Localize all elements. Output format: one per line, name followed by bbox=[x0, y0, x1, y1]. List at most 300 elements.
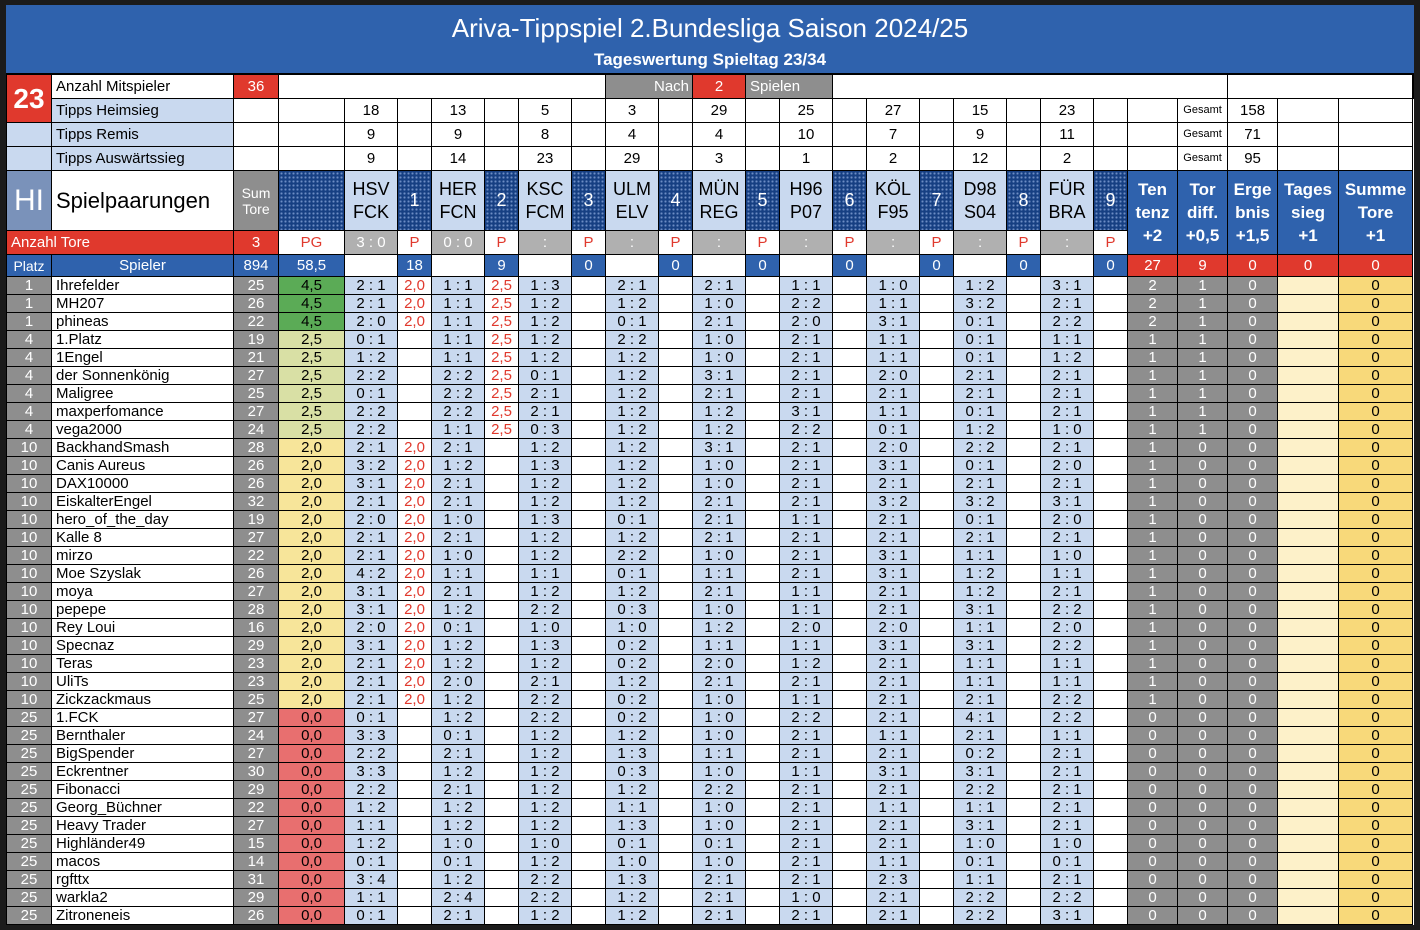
hatch-cell bbox=[279, 171, 345, 231]
player-points bbox=[485, 835, 519, 853]
player-tip: 3 : 1 bbox=[693, 439, 746, 457]
bonus-tagessieg bbox=[1278, 277, 1339, 295]
player-tip: 3 : 1 bbox=[954, 817, 1007, 835]
player-points bbox=[398, 385, 432, 403]
table-row bbox=[7, 889, 1414, 907]
player-points bbox=[572, 619, 606, 637]
empty bbox=[485, 123, 519, 147]
bonus-summe-tore: 0 bbox=[1339, 745, 1413, 763]
player-points bbox=[398, 421, 432, 439]
bonus-tordiff: 1 bbox=[1178, 385, 1228, 403]
bonus-tordiff: 0 bbox=[1178, 619, 1228, 637]
player-tip: 1 : 1 bbox=[780, 691, 833, 709]
player-rank: 25 bbox=[7, 781, 52, 799]
player-points bbox=[833, 385, 867, 403]
bonus-ergebnis: 0 bbox=[1228, 655, 1278, 673]
bonus-summe-tore: 0 bbox=[1339, 673, 1413, 691]
match-number bbox=[920, 171, 954, 231]
player-points bbox=[1094, 637, 1128, 655]
player-points bbox=[485, 439, 519, 457]
player-sum: 14 bbox=[234, 853, 279, 871]
player-points bbox=[833, 781, 867, 799]
player-tip: 2 : 1 bbox=[432, 781, 485, 799]
player-points bbox=[659, 349, 693, 367]
player-sum: 29 bbox=[234, 889, 279, 907]
bonus-ergebnis: 0 bbox=[1228, 403, 1278, 421]
player-points bbox=[920, 475, 954, 493]
player-pg: 2,0 bbox=[279, 547, 345, 565]
player-points bbox=[1094, 907, 1128, 925]
player-rank: 25 bbox=[7, 709, 52, 727]
player-points: 2,5 bbox=[485, 403, 519, 421]
player-tip: 3 : 1 bbox=[780, 403, 833, 421]
spielen-label: Spielen bbox=[746, 75, 833, 99]
gesamt-value: 158 bbox=[1228, 99, 1278, 123]
table-row bbox=[7, 673, 1414, 691]
player-pg: 0,0 bbox=[279, 727, 345, 745]
match-number bbox=[1007, 171, 1041, 231]
player-points bbox=[920, 817, 954, 835]
player-points bbox=[572, 601, 606, 619]
player-tip: 2 : 1 bbox=[1041, 529, 1094, 547]
player-points bbox=[833, 277, 867, 295]
table-row bbox=[7, 313, 1414, 331]
player-points bbox=[572, 421, 606, 439]
bonus-tagessieg bbox=[1278, 781, 1339, 799]
player-tip: 1 : 1 bbox=[693, 565, 746, 583]
player-name: Georg_Büchner bbox=[52, 799, 234, 817]
player-points bbox=[572, 475, 606, 493]
player-points bbox=[572, 889, 606, 907]
player-points bbox=[920, 421, 954, 439]
away-team: P07 bbox=[790, 201, 823, 222]
player-points bbox=[746, 835, 780, 853]
player-tip: 2 : 1 bbox=[432, 907, 485, 925]
player-sum: 23 bbox=[234, 673, 279, 691]
tipp-count: 25 bbox=[780, 99, 833, 123]
bonus-summe-tore: 0 bbox=[1339, 727, 1413, 745]
player-points bbox=[659, 673, 693, 691]
player-tip: 2 : 2 bbox=[1041, 637, 1094, 655]
player-tip: 2 : 1 bbox=[345, 547, 398, 565]
player-sum: 31 bbox=[234, 871, 279, 889]
p-label: P bbox=[1007, 231, 1041, 255]
bonus-tagessieg bbox=[1278, 601, 1339, 619]
bonus-tendenz: 0 bbox=[1128, 709, 1178, 727]
player-tip: 2 : 1 bbox=[345, 439, 398, 457]
player-points bbox=[1094, 493, 1128, 511]
match-pairing bbox=[606, 171, 659, 231]
empty bbox=[1007, 123, 1041, 147]
player-points bbox=[659, 475, 693, 493]
player-points bbox=[485, 781, 519, 799]
player-tip: 2 : 2 bbox=[954, 889, 1007, 907]
match-result: 3 : 0 bbox=[345, 231, 398, 255]
player-tip: 2 : 2 bbox=[345, 781, 398, 799]
platz-header: Platz bbox=[7, 255, 52, 277]
player-points bbox=[1094, 583, 1128, 601]
bonus-l1: Summe bbox=[1344, 180, 1407, 199]
player-points bbox=[659, 439, 693, 457]
player-name: Rey Loui bbox=[52, 619, 234, 637]
player-name: Kalle 8 bbox=[52, 529, 234, 547]
bonus-tagessieg bbox=[1278, 583, 1339, 601]
player-points bbox=[746, 439, 780, 457]
player-points bbox=[920, 601, 954, 619]
player-tip: 1 : 2 bbox=[519, 907, 572, 925]
player-tip: 0 : 1 bbox=[867, 421, 920, 439]
bonus-tagessieg bbox=[1278, 619, 1339, 637]
player-tip: 0 : 2 bbox=[606, 691, 659, 709]
bonus-summe-tore: 0 bbox=[1339, 637, 1413, 655]
bonus-tagessieg bbox=[1278, 853, 1339, 871]
player-points bbox=[572, 583, 606, 601]
player-rank: 25 bbox=[7, 817, 52, 835]
player-tip: 1 : 0 bbox=[954, 835, 1007, 853]
bonus-summe-tore: 0 bbox=[1339, 691, 1413, 709]
player-tip: 2 : 1 bbox=[1041, 475, 1094, 493]
player-points bbox=[1094, 313, 1128, 331]
player-points: 2,5 bbox=[485, 367, 519, 385]
player-points: 2,0 bbox=[398, 583, 432, 601]
bonus-summe-tore: 0 bbox=[1339, 781, 1413, 799]
bonus-ergebnis: 0 bbox=[1228, 529, 1278, 547]
player-points bbox=[1094, 871, 1128, 889]
player-points bbox=[920, 439, 954, 457]
bonus-summe-tore: 0 bbox=[1339, 493, 1413, 511]
tipp-count: 10 bbox=[780, 123, 833, 147]
player-points bbox=[833, 817, 867, 835]
bonus-summe-tore: 0 bbox=[1339, 475, 1413, 493]
empty bbox=[920, 99, 954, 123]
player-tip: 2 : 1 bbox=[780, 529, 833, 547]
player-tip: 1 : 0 bbox=[432, 835, 485, 853]
player-tip: 2 : 1 bbox=[867, 511, 920, 529]
bonus-tordiff: 0 bbox=[1178, 889, 1228, 907]
player-tip: 1 : 2 bbox=[432, 691, 485, 709]
player-points bbox=[485, 475, 519, 493]
player-tip: 2 : 0 bbox=[1041, 457, 1094, 475]
player-tip: 2 : 1 bbox=[693, 529, 746, 547]
bonus-summe-tore: 0 bbox=[1339, 349, 1413, 367]
empty bbox=[1128, 123, 1178, 147]
player-points bbox=[485, 457, 519, 475]
player-tip: 1 : 0 bbox=[693, 331, 746, 349]
player-tip: 1 : 1 bbox=[693, 745, 746, 763]
player-points bbox=[1094, 889, 1128, 907]
tipp-count: 14 bbox=[432, 147, 485, 171]
player-points bbox=[833, 439, 867, 457]
bonus-tendenz: 0 bbox=[1128, 853, 1178, 871]
player-tip: 2 : 1 bbox=[1041, 385, 1094, 403]
player-tip: 2 : 2 bbox=[606, 547, 659, 565]
player-tip: 2 : 1 bbox=[693, 511, 746, 529]
player-tip: 2 : 1 bbox=[1041, 745, 1094, 763]
bonus-tagessieg bbox=[1278, 439, 1339, 457]
player-tip: 1 : 2 bbox=[606, 529, 659, 547]
player-tip: 2 : 1 bbox=[519, 385, 572, 403]
tipp-count: 15 bbox=[954, 99, 1007, 123]
player-tip: 1 : 1 bbox=[693, 637, 746, 655]
player-tip: 3 : 1 bbox=[867, 763, 920, 781]
player-tip: 1 : 2 bbox=[606, 295, 659, 313]
player-tip: 0 : 3 bbox=[606, 763, 659, 781]
bonus-summe-tore: 0 bbox=[1339, 403, 1413, 421]
player-points bbox=[1094, 763, 1128, 781]
player-name: 1.FCK bbox=[52, 709, 234, 727]
player-tip: 2 : 1 bbox=[693, 277, 746, 295]
player-points bbox=[1094, 349, 1128, 367]
bonus-tordiff: 0 bbox=[1178, 457, 1228, 475]
player-points bbox=[833, 727, 867, 745]
player-pg: 2,5 bbox=[279, 349, 345, 367]
player-points bbox=[1094, 385, 1128, 403]
player-rank: 4 bbox=[7, 367, 52, 385]
match-number-text: 1 bbox=[409, 190, 420, 210]
player-pg: 2,0 bbox=[279, 565, 345, 583]
player-sum: 29 bbox=[234, 781, 279, 799]
player-tip: 1 : 0 bbox=[867, 277, 920, 295]
player-points bbox=[485, 691, 519, 709]
player-tip: 3 : 2 bbox=[954, 295, 1007, 313]
player-points bbox=[1007, 565, 1041, 583]
empty bbox=[1278, 123, 1339, 147]
player-points bbox=[1007, 583, 1041, 601]
player-name: Specnaz bbox=[52, 637, 234, 655]
player-points bbox=[572, 709, 606, 727]
player-tip: 1 : 2 bbox=[345, 349, 398, 367]
player-points bbox=[746, 655, 780, 673]
player-points bbox=[572, 691, 606, 709]
player-points bbox=[659, 403, 693, 421]
home-team: H96 bbox=[789, 178, 823, 199]
match-number bbox=[398, 171, 432, 231]
home-team: FÜR bbox=[1048, 178, 1086, 199]
player-rank: 10 bbox=[7, 565, 52, 583]
bonus-tordiff: 1 bbox=[1178, 295, 1228, 313]
player-points bbox=[659, 421, 693, 439]
bonus-tendenz: 1 bbox=[1128, 673, 1178, 691]
player-rank: 10 bbox=[7, 457, 52, 475]
bonus-tordiff: 1 bbox=[1178, 349, 1228, 367]
player-tip: 2 : 1 bbox=[780, 817, 833, 835]
player-points bbox=[659, 709, 693, 727]
player-tip: 1 : 0 bbox=[693, 295, 746, 313]
player-rank: 25 bbox=[7, 871, 52, 889]
empty bbox=[1339, 99, 1413, 123]
player-tip: 0 : 3 bbox=[519, 421, 572, 439]
player-tip: 1 : 2 bbox=[606, 403, 659, 421]
player-points bbox=[659, 493, 693, 511]
player-points: 2,0 bbox=[398, 673, 432, 691]
bonus-tagessieg bbox=[1278, 529, 1339, 547]
player-tip: 0 : 1 bbox=[345, 907, 398, 925]
player-tip: 2 : 1 bbox=[780, 565, 833, 583]
player-rank: 4 bbox=[7, 331, 52, 349]
bonus-summe-tore: 0 bbox=[1339, 871, 1413, 889]
tipp-count: 23 bbox=[519, 147, 572, 171]
player-tip: 3 : 1 bbox=[1041, 493, 1094, 511]
bonus-ergebnis: 0 bbox=[1228, 583, 1278, 601]
player-tip: 2 : 2 bbox=[345, 367, 398, 385]
player-points bbox=[572, 313, 606, 331]
table-row bbox=[7, 277, 1414, 295]
player-points bbox=[572, 385, 606, 403]
player-tip: 1 : 3 bbox=[519, 511, 572, 529]
player-points bbox=[572, 511, 606, 529]
player-points bbox=[659, 565, 693, 583]
player-tip: 1 : 2 bbox=[432, 709, 485, 727]
player-name: Maligree bbox=[52, 385, 234, 403]
player-name: mirzo bbox=[52, 547, 234, 565]
empty bbox=[234, 99, 279, 123]
tipp-count: 8 bbox=[519, 123, 572, 147]
bonus-tordiff: 0 bbox=[1178, 727, 1228, 745]
player-points bbox=[833, 529, 867, 547]
empty bbox=[920, 147, 954, 171]
player-points bbox=[398, 331, 432, 349]
bonus-l2: bnis bbox=[1235, 203, 1271, 222]
player-points bbox=[833, 547, 867, 565]
bonus-tagessieg bbox=[1278, 637, 1339, 655]
bonus-tendenz: 0 bbox=[1128, 907, 1178, 925]
player-points bbox=[1007, 277, 1041, 295]
spacer bbox=[279, 75, 606, 99]
table-row bbox=[7, 565, 1414, 583]
player-points bbox=[833, 601, 867, 619]
player-points bbox=[485, 619, 519, 637]
gesamt-label: Gesamt bbox=[1178, 99, 1228, 123]
away-team: S04 bbox=[964, 201, 997, 222]
player-tip: 1 : 2 bbox=[606, 781, 659, 799]
player-tip: 2 : 1 bbox=[1041, 817, 1094, 835]
table-row bbox=[7, 763, 1414, 781]
player-tip: 3 : 1 bbox=[867, 457, 920, 475]
table-row bbox=[7, 781, 1414, 799]
p-label: P bbox=[833, 231, 867, 255]
player-tip: 1 : 2 bbox=[432, 637, 485, 655]
table-row bbox=[7, 583, 1414, 601]
bonus-tendenz: 1 bbox=[1128, 421, 1178, 439]
player-points bbox=[485, 907, 519, 925]
player-sum: 27 bbox=[234, 817, 279, 835]
bonus-ergebnis: 0 bbox=[1228, 673, 1278, 691]
player-pg: 2,0 bbox=[279, 637, 345, 655]
bonus-tordiff: 0 bbox=[1178, 799, 1228, 817]
player-tip: 2 : 0 bbox=[780, 313, 833, 331]
empty bbox=[234, 123, 279, 147]
empty bbox=[659, 147, 693, 171]
player-points bbox=[833, 367, 867, 385]
player-points bbox=[833, 313, 867, 331]
player-tip: 3 : 1 bbox=[1041, 277, 1094, 295]
table-row bbox=[7, 511, 1414, 529]
bonus-tendenz: 2 bbox=[1128, 313, 1178, 331]
player-tip: 1 : 1 bbox=[1041, 331, 1094, 349]
player-tip: 1 : 1 bbox=[432, 331, 485, 349]
player-name: Highländer49 bbox=[52, 835, 234, 853]
player-tip: 2 : 1 bbox=[780, 727, 833, 745]
bonus-tagessieg bbox=[1278, 835, 1339, 853]
player-tip: 2 : 1 bbox=[780, 781, 833, 799]
player-name: Teras bbox=[52, 655, 234, 673]
player-points bbox=[920, 367, 954, 385]
player-tip: 2 : 1 bbox=[432, 493, 485, 511]
empty bbox=[1278, 147, 1339, 171]
player-tip: 1 : 2 bbox=[606, 583, 659, 601]
player-rank: 4 bbox=[7, 385, 52, 403]
player-tip: 1 : 2 bbox=[519, 817, 572, 835]
player-tip: 3 : 1 bbox=[867, 637, 920, 655]
empty bbox=[659, 99, 693, 123]
player-points bbox=[572, 871, 606, 889]
bonus-tagessieg bbox=[1278, 727, 1339, 745]
player-points bbox=[572, 367, 606, 385]
player-points bbox=[920, 511, 954, 529]
player-pg: 4,5 bbox=[279, 313, 345, 331]
bonus-header bbox=[1178, 171, 1228, 255]
tipp-count: 18 bbox=[345, 99, 398, 123]
player-tip: 2 : 1 bbox=[345, 673, 398, 691]
table-row bbox=[7, 367, 1414, 385]
bonus-tordiff: 1 bbox=[1178, 403, 1228, 421]
empty bbox=[693, 255, 746, 277]
player-tip: 1 : 1 bbox=[432, 295, 485, 313]
player-tip: 1 : 2 bbox=[519, 475, 572, 493]
player-sum: 26 bbox=[234, 475, 279, 493]
empty bbox=[867, 255, 920, 277]
player-pg: 0,0 bbox=[279, 907, 345, 925]
bonus-tendenz: 2 bbox=[1128, 277, 1178, 295]
empty bbox=[1339, 123, 1413, 147]
player-points bbox=[398, 727, 432, 745]
bonus-ergebnis: 0 bbox=[1228, 349, 1278, 367]
player-points bbox=[833, 709, 867, 727]
player-points bbox=[659, 763, 693, 781]
player-points bbox=[920, 313, 954, 331]
table-row bbox=[7, 529, 1414, 547]
player-sum: 27 bbox=[234, 709, 279, 727]
player-points bbox=[920, 907, 954, 925]
player-points bbox=[833, 295, 867, 313]
bonus-summe-tore: 0 bbox=[1339, 583, 1413, 601]
player-points bbox=[659, 835, 693, 853]
player-tip: 0 : 1 bbox=[432, 853, 485, 871]
player-tip: 1 : 2 bbox=[606, 385, 659, 403]
player-tip: 2 : 1 bbox=[780, 493, 833, 511]
player-points bbox=[1094, 835, 1128, 853]
player-points bbox=[1007, 385, 1041, 403]
player-pg: 2,5 bbox=[279, 403, 345, 421]
player-points bbox=[920, 583, 954, 601]
player-points bbox=[485, 799, 519, 817]
match-number-text: 5 bbox=[757, 190, 768, 210]
player-tip: 1 : 2 bbox=[432, 763, 485, 781]
player-points: 2,0 bbox=[398, 277, 432, 295]
bonus-tordiff: 0 bbox=[1178, 907, 1228, 925]
player-tip: 0 : 1 bbox=[519, 367, 572, 385]
player-tip: 1 : 2 bbox=[432, 457, 485, 475]
player-tip: 1 : 3 bbox=[519, 457, 572, 475]
pts-total: 0 bbox=[920, 255, 954, 277]
player-tip: 2 : 0 bbox=[1041, 511, 1094, 529]
player-points bbox=[1007, 763, 1041, 781]
player-name: Heavy Trader bbox=[52, 817, 234, 835]
player-tip: 2 : 1 bbox=[954, 727, 1007, 745]
player-tip: 1 : 1 bbox=[954, 673, 1007, 691]
pts-total: 0 bbox=[1094, 255, 1128, 277]
tipp-count: 11 bbox=[1041, 123, 1094, 147]
